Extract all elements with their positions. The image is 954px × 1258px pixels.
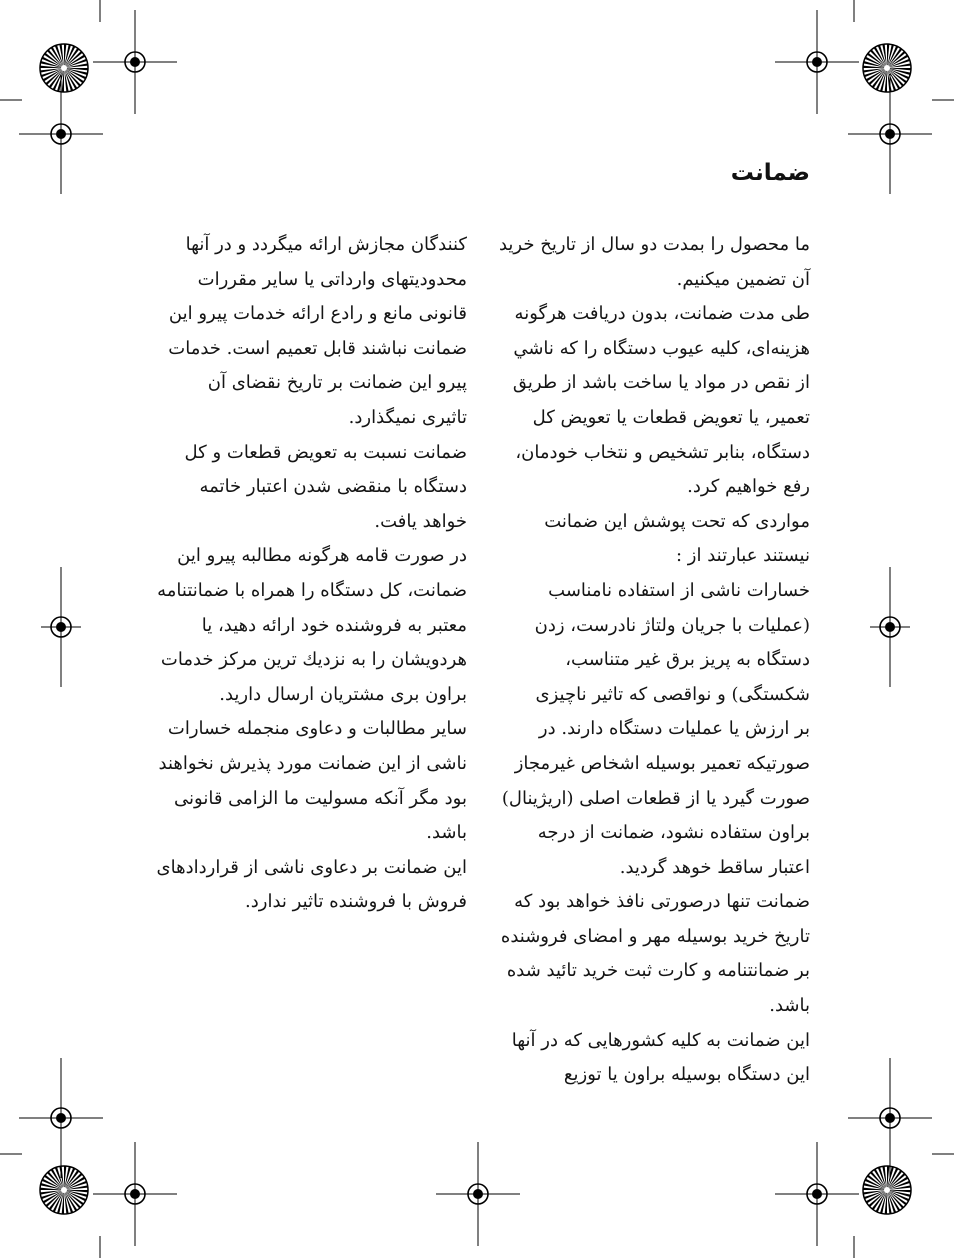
text-line: ضمانت، کل دستگاه را همراه با ضمانتنامه	[157, 579, 467, 601]
text-line: اعتبار ساقط خوهد گردید.	[619, 856, 810, 878]
text-line: این دستگاه بوسیله براون یا توزیع	[563, 1064, 810, 1086]
text-line: از نقص در مواد یا ساخت باشد از طریق	[512, 372, 810, 394]
crosshair-registration-icon	[93, 1142, 177, 1246]
text-line: کنندگان مجازش ارائه میگردد و در آنها	[185, 234, 467, 255]
text-line: تعمیر، یا تعویض قطعات یا تعویض کل	[532, 406, 810, 428]
text-line: شکستگی) و نواقصی که تاثیر ناچیزی	[535, 683, 810, 705]
text-line: بر ارزش یا عملیات دستگاه دارند. در	[538, 718, 810, 740]
crosshair-registration-icon	[870, 567, 910, 687]
text-line: صورتیکه تعمیر بوسیله اشخاص غیرمجاز	[514, 752, 810, 774]
starburst-target-icon	[863, 1166, 911, 1214]
text-line: آن تضمین میکنیم.	[676, 268, 810, 290]
text-line: قانونی مانع و رادع ارائه خدمات پیرو این	[168, 303, 467, 325]
text-line: رفع خواهیم کرد.	[687, 476, 810, 498]
right-text-column	[480, 228, 810, 1093]
text-line: دستگاه، بنابر تشخیص و نتخاب خودمان،	[515, 441, 810, 463]
starburst-target-icon	[863, 44, 911, 92]
page-title: ضمانت	[730, 160, 810, 186]
text-line: ضمانت تنها درصورتی نافذ خواهد بود که	[514, 891, 810, 913]
text-line: براون ستفاده نشود، ضمانت از درجه	[537, 822, 810, 844]
crosshair-registration-icon	[775, 10, 859, 114]
text-line: هردویشان را به نزدیك ترین مرکز خدمات	[160, 649, 467, 671]
text-line: محدودیتهای وارداتی یا سایر مقررات	[197, 268, 467, 290]
text-line: براون برى مشتریان ارسال دارید.	[219, 683, 467, 705]
text-line: مواردی که تحت پوشش این ضمانت	[544, 510, 810, 532]
text-line: تاریخ خرید بوسیله مهر و امضای فروشنده	[500, 925, 810, 947]
text-line: خسارات ناشی از استفاده نامناسب	[548, 579, 810, 601]
text-line: در صورت قامه هرگونه مطالبه پیرو این	[177, 545, 467, 567]
starburst-target-icon	[40, 1166, 88, 1214]
text-line: سایر مطالبات و دعاوی منجمله خسارات	[167, 718, 467, 740]
text-line: بر ضمانتنامه و کارت ثبت خرید تائید شده	[506, 960, 810, 982]
text-line: باشد.	[769, 995, 810, 1017]
text-line: هزینه‌ای، کلیه عیوب دستگاه را که ناشي	[513, 337, 810, 359]
text-line: این ضمانت بر دعاوی ناشی از قراردادهای	[156, 856, 467, 878]
text-line: نیستند عبارتند از :	[676, 545, 810, 567]
starburst-target-icon	[40, 44, 88, 92]
text-line: بود مگر آنکه مسولیت ما الزامی قانونی	[174, 787, 467, 809]
text-line: ناشی از این ضمانت مورد پذیرش نخواهند	[158, 752, 467, 774]
text-line: ما محصول را بمدت دو سال از تاریخ خرید	[498, 234, 810, 255]
crosshair-registration-icon	[19, 74, 103, 194]
text-line: دستگاه با منقضی شدن اعتبار خاتمه	[199, 476, 467, 498]
crosshair-registration-icon	[775, 1142, 859, 1246]
crosshair-registration-icon	[848, 1058, 932, 1178]
crosshair-registration-icon	[93, 10, 177, 114]
text-line: دستگاه به پریز برق غیر متناسب،	[565, 649, 810, 671]
crosshair-registration-icon	[41, 567, 81, 687]
text-line: خواهد یافت.	[374, 510, 467, 532]
text-line: صورت گیرد یا از قطعات اصلی (اریژینال)	[501, 787, 810, 809]
text-line: تاثیری نمیگذارد.	[348, 406, 467, 428]
text-line: باشد.	[426, 822, 467, 844]
crosshair-registration-icon	[19, 1058, 103, 1178]
text-line: ضمانت نسبت به تعویض قطعات و کل	[184, 441, 467, 463]
text-line: معتبر به فروشنده خود ارائه دهید، یا	[201, 614, 467, 636]
text-line: این ضمانت به کلیه کشورهایی که در آنها	[511, 1029, 810, 1051]
text-line: طی مدت ضمانت، بدون دریافت هرگونه	[514, 303, 810, 325]
crosshair-registration-icon	[848, 74, 932, 194]
text-line: فروش با فروشنده تاثیر ندارد.	[245, 891, 467, 913]
text-line: پیرو این ضمانت بر تاریخ نقضای آن	[207, 372, 467, 394]
crosshair-registration-icon	[436, 1142, 520, 1246]
text-line: (عملیات با جریان ولتاژ نادرست، زدن	[534, 614, 810, 636]
text-line: ضمانت نباشند قابل تعمیم است. خدمات	[168, 337, 467, 359]
left-text-column	[137, 228, 467, 920]
